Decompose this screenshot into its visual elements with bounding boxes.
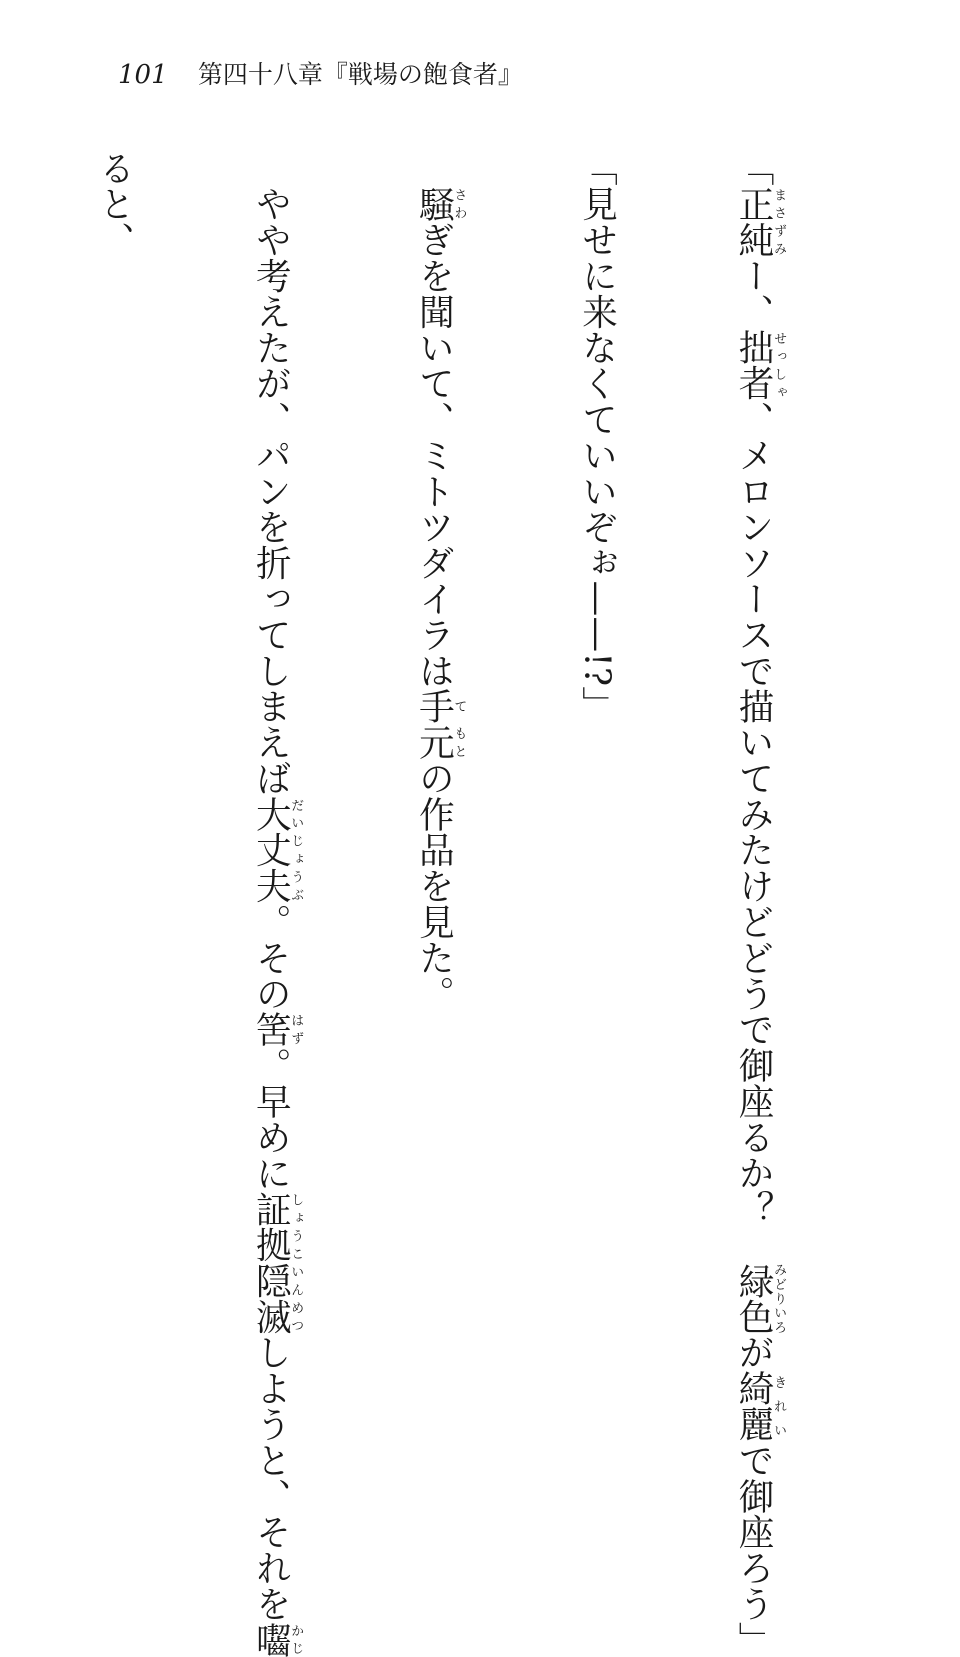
- furigana-10: 囓かじ: [250, 1621, 304, 1657]
- furigana-reading: だいじょうぶ: [288, 796, 304, 904]
- furigana-reading: みどりいろ: [771, 1262, 787, 1335]
- furigana-reading: さわ: [451, 185, 467, 222]
- furigana-5: 手て: [413, 688, 467, 725]
- furigana-reading: きれい: [771, 1370, 787, 1443]
- page-number: 101: [118, 60, 168, 90]
- furigana-8: 筈はず: [250, 1011, 304, 1048]
- text-line-4: やや考えたが、パンを折ってしまえば大丈夫だいじょうぶ。その筈はず。早めに証拠隠滅しょうこいんめつしようと、それを囓かじ: [250, 150, 304, 1657]
- furigana-reading: もと: [451, 724, 467, 761]
- furigana-6: 元もと: [413, 724, 467, 761]
- furigana-3: 綺麗きれい: [733, 1370, 787, 1443]
- furigana-2: 緑色みどりいろ: [733, 1262, 787, 1335]
- text-line-2: 「見せに来なくていいぞぉ——!?」: [576, 150, 618, 723]
- furigana-0: 正純まさずみ: [733, 185, 787, 258]
- text-line-5: ると、: [93, 150, 135, 258]
- furigana-reading: しょうこいんめつ: [288, 1190, 304, 1335]
- furigana-reading: かじ: [288, 1621, 304, 1657]
- text-line-1: 「正純まさずみー、拙者せっしゃ、メロンソースで描いてみたけどどうで御座るか？ 緑色みどりいろが綺麗きれいで御座ろう」: [733, 150, 787, 1657]
- furigana-1: 拙者せっしゃ: [733, 329, 787, 402]
- furigana-reading: て: [451, 688, 467, 725]
- running-header: [118, 60, 523, 90]
- furigana-reading: はず: [288, 1011, 304, 1048]
- text-line-3: 騒さわぎを聞いて、ミトツダイラは手て元もとの作品を見た。: [413, 185, 467, 1012]
- furigana-7: 大丈夫だいじょうぶ: [250, 796, 304, 904]
- chapter-title: 第四十八章『戦場の飽食者』: [197, 60, 523, 89]
- furigana-reading: まさずみ: [771, 185, 787, 258]
- furigana-4: 騒さわ: [413, 185, 467, 222]
- vertical-body-text: [0, 150, 890, 1657]
- furigana-9: 証拠隠滅しょうこいんめつ: [250, 1190, 304, 1335]
- furigana-reading: せっしゃ: [771, 329, 787, 402]
